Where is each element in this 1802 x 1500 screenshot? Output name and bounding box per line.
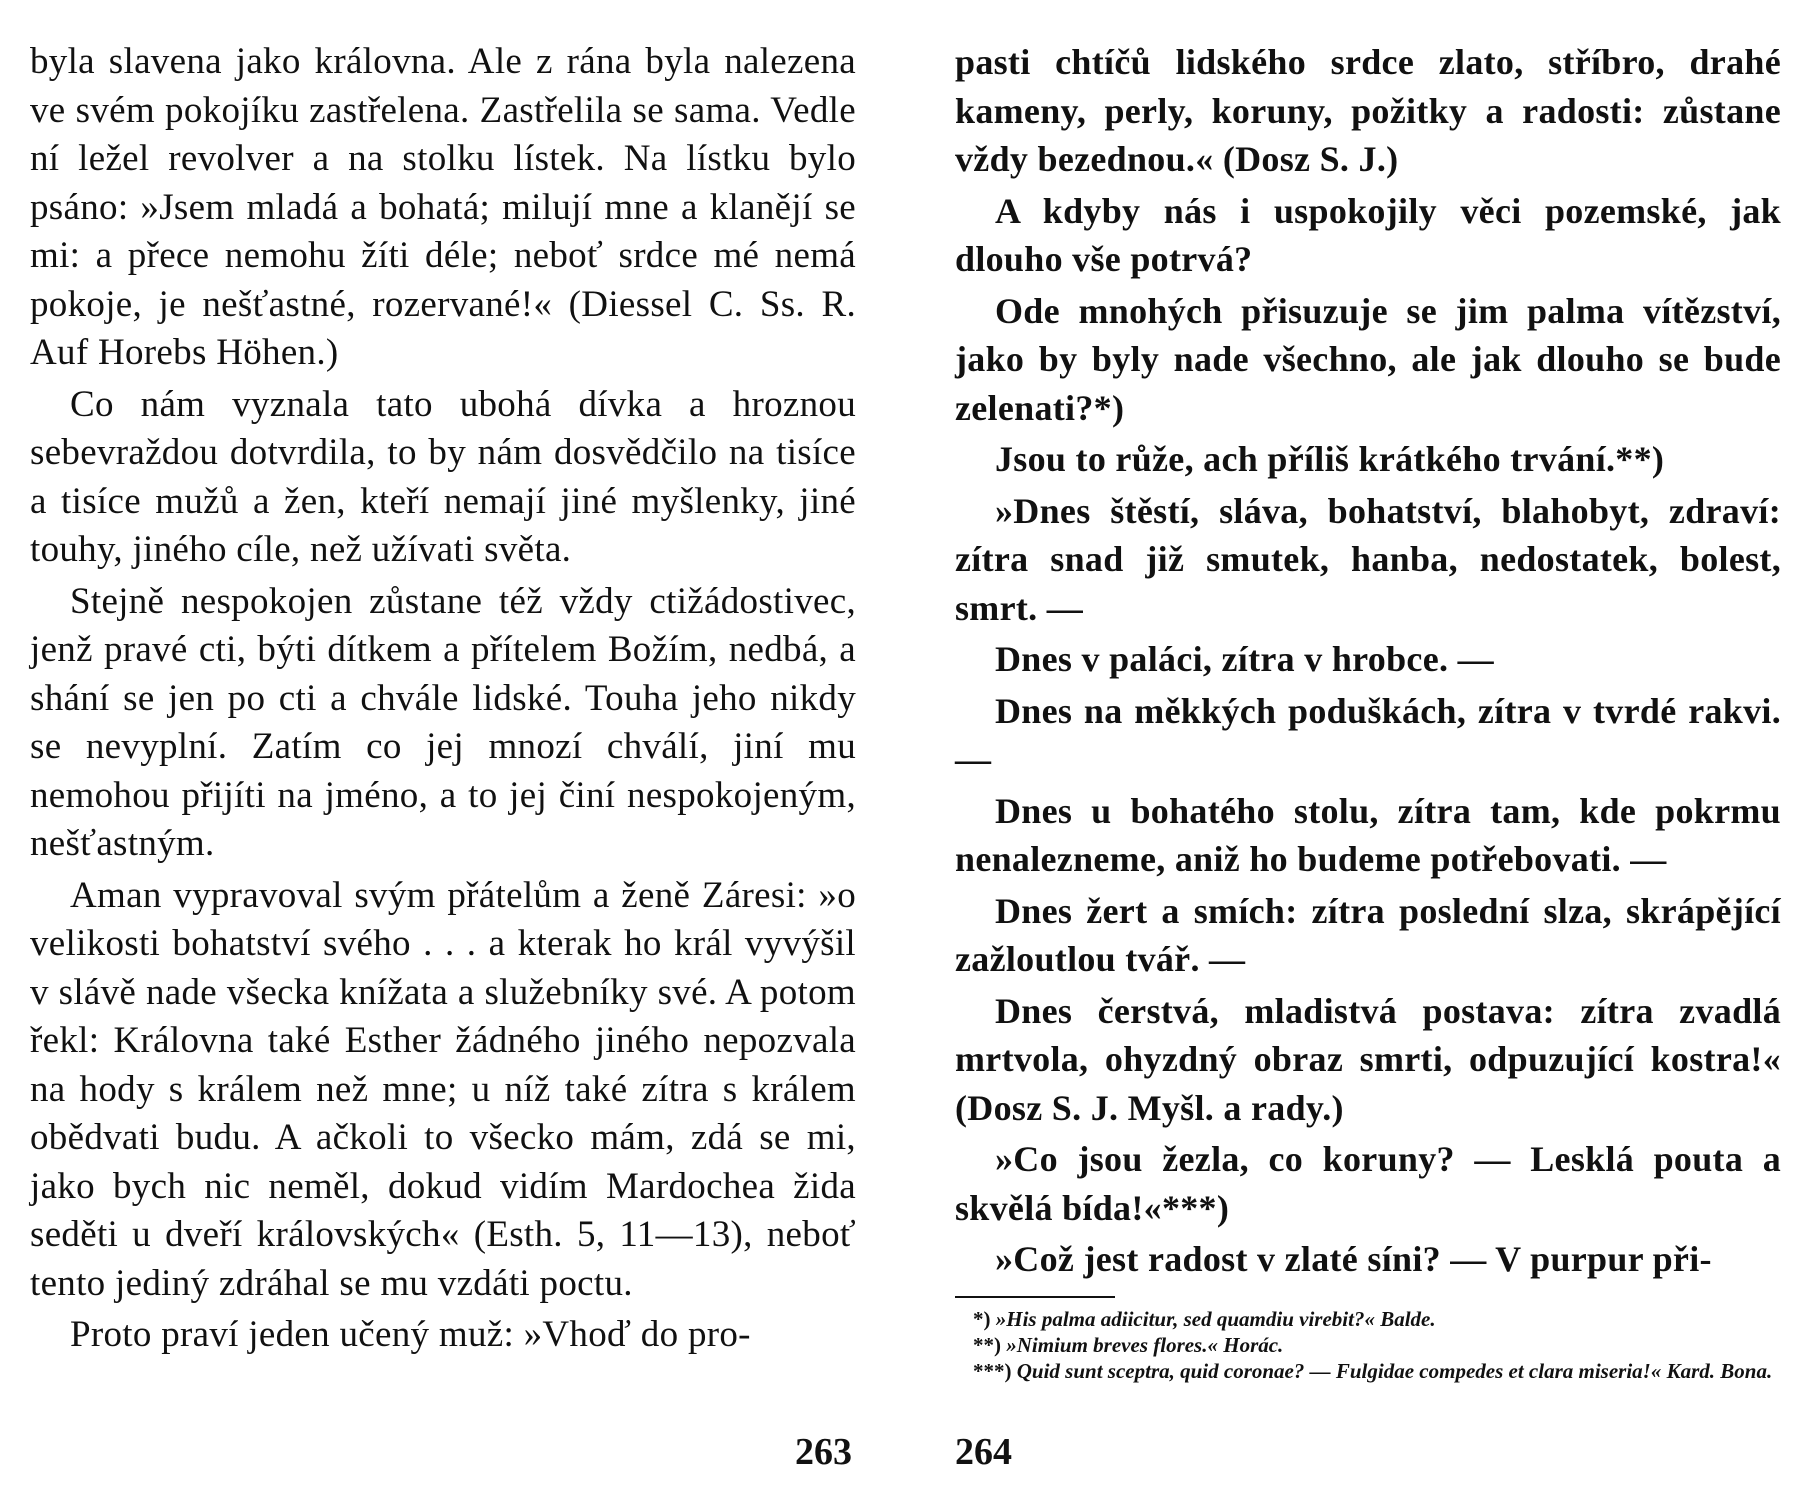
footnote-mark: **) — [973, 1332, 1001, 1357]
paragraph: Dnes žert a smích: zítra poslední slza, skrápějící zažloutlou tvář. — — [955, 890, 1781, 979]
page-number-left: 263 — [795, 1431, 852, 1473]
paragraph: Dnes v paláci, zítra v hrobce. — — [995, 639, 1494, 679]
left-page — [30, 38, 856, 1360]
paragraph: byla slavena jako královna. Ale z rána byla nalezena ve svém pokojíku zastřelena. Zastřelila se sama. Vedle ní ležel revolver a na stolku lístek. Na lístku bylo psáno: »Jsem mladá a bohatá; milují mne a klanějí se mi: a přece nemohu žíti déle; neboť srdce mé nemá pokoje, je nešťastné, rozervané!« (Diessel C. Ss. R. Auf Horebs Höhen.) — [30, 41, 856, 373]
paragraph: Dnes na měkkých poduškách, zítra v tvrdé rakvi. — — [955, 690, 1781, 779]
footnote-text: Quid sunt sceptra, quid coronae? — Fulgidae compedes et clara miseria!« Kard. Bona. — [1016, 1358, 1773, 1383]
paragraph: »Co jsou žezla, co koruny? — Lesklá pouta a skvělá bída!«***) — [955, 1139, 1781, 1228]
right-page — [955, 38, 1781, 1384]
footnote — [955, 1306, 1781, 1332]
paragraph: Dnes u bohatého stolu, zítra tam, kde pokrmu nenalezneme, aniž ho budeme potřebovati. — — [955, 790, 1781, 879]
footnote-mark: ***) — [973, 1358, 1012, 1383]
footnote-divider — [955, 1296, 1115, 1298]
paragraph: pasti chtíčů lidského srdce zlato, stříbro, drahé kameny, perly, koruny, požitky a radosti: zůstane vždy bezednou.« (Dosz S. J.) — [955, 42, 1781, 179]
paragraph: Proto praví jeden učený muž: »Vhoď do pro- — [70, 1314, 751, 1355]
footnote — [955, 1332, 1781, 1358]
paragraph: Stejně nespokojen zůstane též vždy ctižádostivec, jenž pravé cti, býti dítkem a přítelem Božím, nedbá, a shání se jen po cti a chvále lidské. Touha jeho nikdy se nevyplní. Zatím co jej mnozí chválí, jiní mu nemohou přijíti na jméno, a to jej činí nespokojeným, nešťastným. — [30, 580, 856, 864]
footnote-text: »His palma adiicitur, sed quamdiu virebit?« Balde. — [995, 1306, 1436, 1331]
paragraph: Aman vypravoval svým přátelům a ženě Záresi: »o velikosti bohatství svého . . . a kterak ho král vyvýšil v slávě nade všecka knížata a služebníky své. A potom řekl: Královna také Esther žádného jiného nepozvala na hody s králem než mne; u níž také zítra s králem obědvati budu. A ačkoli to všecko mám, zdá se mi, jako bych nic neměl, dokud vidím Mardochea žida seděti u dveří královských« (Esth. 5, 11—13), neboť tento jediný zdráhal se mu vzdáti poctu. — [30, 874, 856, 1304]
page-number-right: 264 — [955, 1431, 1012, 1473]
footnote — [955, 1358, 1781, 1384]
paragraph: Ode mnohých přisuzuje se jim palma vítězství, jako by byly nade všechno, ale jak dlouho se bude zelenati?*) — [955, 290, 1781, 428]
paragraph: Jsou to růže, ach příliš krátkého trvání.**) — [995, 439, 1665, 479]
paragraph: A kdyby nás i uspokojily věci pozemské, jak dlouho vše potrvá? — [955, 190, 1781, 279]
footnote-mark: *) — [973, 1306, 991, 1331]
paragraph: »Dnes štěstí, sláva, bohatství, blahobyt, zdraví: zítra snad již smutek, hanba, nedostatek, bolest, smrt. — — [955, 490, 1781, 628]
paragraph: Co nám vyznala tato ubohá dívka a hroznou sebevraždou dotvrdila, to by nám dosvědčilo na tisíce a tisíce mužů a žen, kteří nemají jiné myšlenky, jiné touhy, jiného cíle, než užívati světa. — [30, 383, 856, 570]
paragraph: »Což jest radost v zlaté síni? — V purpur při- — [995, 1239, 1712, 1279]
paragraph: Dnes čerstvá, mladistvá postava: zítra zvadlá mrtvola, ohyzdný obraz smrti, odpuzující kostra!« (Dosz S. J. Myšl. a rady.) — [955, 990, 1781, 1128]
footnote-text: »Nimium breves flores.« Horác. — [1006, 1332, 1284, 1357]
